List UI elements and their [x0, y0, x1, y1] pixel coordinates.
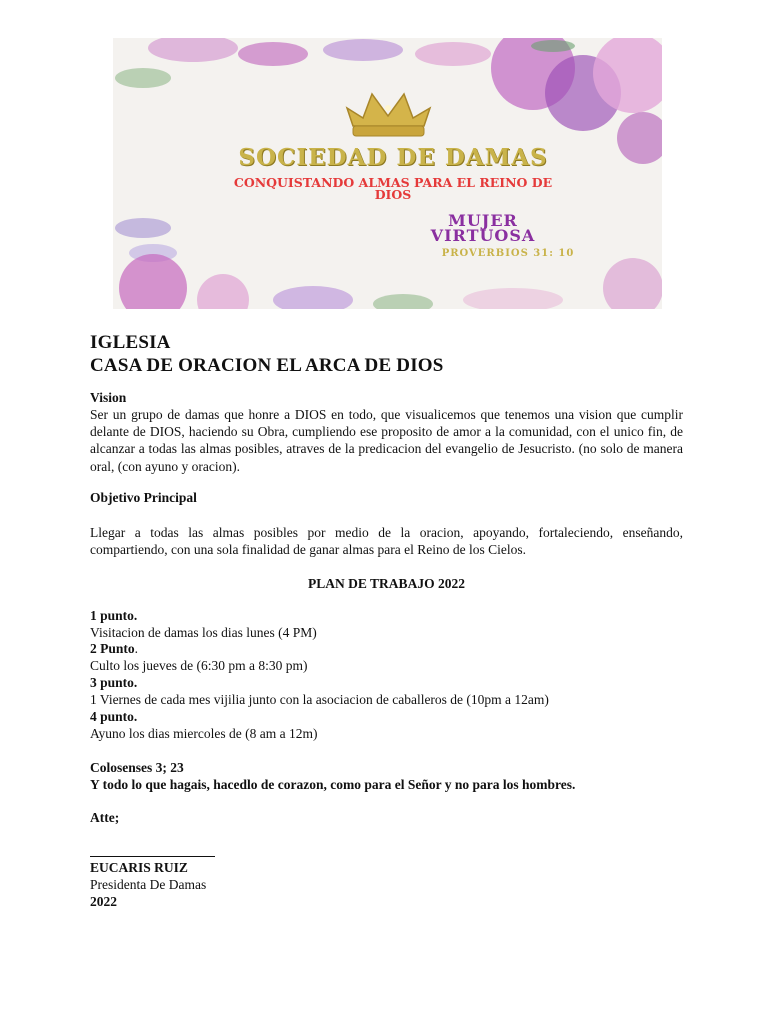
crown-icon: [347, 94, 430, 136]
signature-line: [90, 856, 215, 857]
heading-church-name: CASA DE ORACION EL ARCA DE DIOS: [90, 355, 444, 376]
banner-verse: PROVERBIOS 31: 10: [441, 248, 575, 259]
point-2-label: 2 Punto.: [90, 641, 139, 656]
plan-title: PLAN DE TRABAJO 2022: [308, 576, 465, 591]
point-3-label: 3 punto.: [90, 675, 138, 690]
signer-role: Presidenta De Damas: [90, 877, 207, 892]
vision-text: Ser un grupo de damas que honre a DIOS en todo, que visualicemos que tenemos una vision que cumplir delante de DIOS, haciendo su Obra, cumpliendo ese proposito de amor a la comunidad, con el unico fin, de alcanzar a todas las almas posibles, atraves de la predicacion del evangelio de Jesucristo. (no solo de manera oral, (con ayuno y oracion).: [90, 407, 683, 474]
scripture-text: Y todo lo que hagais, hacedlo de corazon, como para el Señor y no para los hombres.: [90, 777, 576, 792]
scripture-reference: Colosenses 3; 23: [90, 760, 184, 775]
point-3-text: 1 Viernes de cada mes vijilia junto con la asociacion de caballeros de (10pm a 12am): [90, 692, 549, 707]
point-2-text: Culto los jueves de (6:30 pm a 8:30 pm): [90, 658, 308, 673]
point-1-text: Visitacion de damas los dias lunes (4 PM): [90, 625, 317, 640]
banner-subtitle: CONQUISTANDO ALMAS PARA EL REINO DE DIOS: [233, 175, 553, 202]
atte-label: Atte;: [90, 810, 120, 825]
point-4-label: 4 punto.: [90, 709, 138, 724]
heading-iglesia: IGLESIA: [90, 332, 171, 353]
point-4-text: Ayuno los dias miercoles de (8 am a 12m): [90, 726, 318, 741]
vision-label: Vision: [90, 390, 127, 405]
objective-label: Objetivo Principal: [90, 490, 197, 505]
banner-title: SOCIEDAD DE DAMAS: [238, 144, 548, 171]
point-1-label: 1 punto.: [90, 608, 138, 623]
banner-mujer-virtuosa: MUJER VIRTUOSA: [430, 211, 536, 245]
signer-name: EUCARIS RUIZ: [90, 860, 188, 875]
objective-text: Llegar a todas las almas posibles por medio de la oracion, apoyando, fortaleciendo, enseñando, compartiendo, con una sola finalidad de ganar almas para el Reino de los Cielos.: [90, 525, 683, 558]
signer-year: 2022: [90, 894, 117, 909]
floral-decoration: [113, 38, 662, 309]
banner-image: [113, 38, 662, 309]
